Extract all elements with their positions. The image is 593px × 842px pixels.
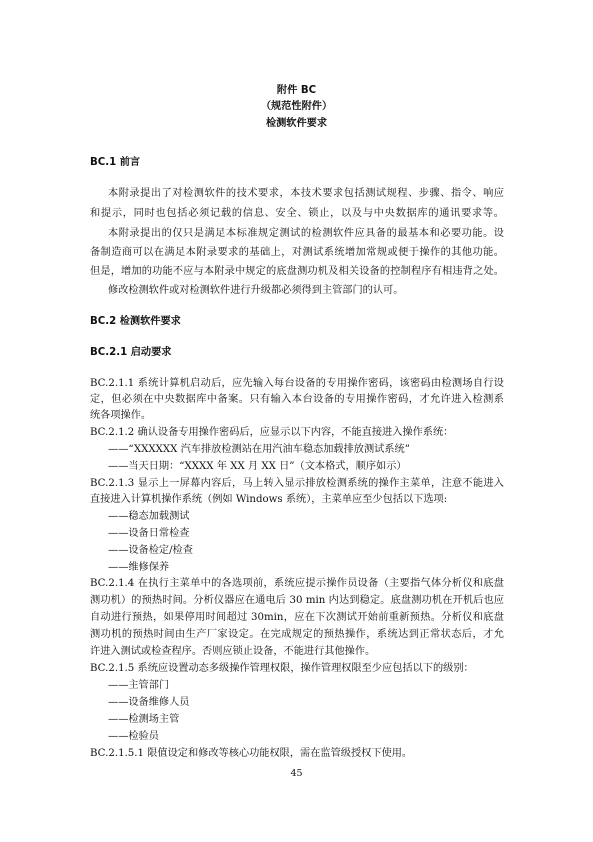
bc214-line-1: BC.2.1.4 在执行主菜单中的各选项前，系统应提示操作员设备（主要指气体分析仪和底盘: [90, 578, 504, 589]
bc1-line-3: 本附录提出的仅只是满足本标准规定测试的检测软件应具备的最基本和必要功能。设: [108, 228, 504, 239]
bc213-item-2: ——设备日常检查: [108, 528, 190, 539]
bc215-line-1: BC.2.1.5 系统应设置动态多级操作管理权限，操作管理权限至少应包括以下的级别：: [90, 663, 474, 674]
bc214-line-5: 许进入测试或检查程序。否则应锁止设备，不能进行其他操作。: [90, 646, 376, 657]
bc1-line-4: 备制造商可以在满足本附录要求的基础上，对测试系统增加常规或便于操作的其他功能。: [90, 247, 504, 258]
bc214-line-4: 测功机的预热时间由生产厂家设定。在完成规定的预热操作，系统达到正常状态后，才允: [90, 629, 504, 640]
bc213-item-3: ——设备检定/检查: [108, 545, 193, 556]
bc1-line-6: 修改检测软件或对检测软件进行升级都必须得到主管部门的认可。: [108, 285, 404, 296]
bc1-line-2: 和提示，同时也包括必须记载的信息、安全、锁止，以及与中央数据库的通讯要求等。: [90, 208, 504, 219]
bc212-line-3: ——当天日期：“XXXX 年 XX 月 XX 日”（文本格式，顺序如示）: [108, 461, 407, 472]
bc215-item-1: ——主管部门: [108, 680, 170, 691]
bc212-line-1: BC.2.1.2 确认设备专用操作密码后，应显示以下内容，不能直接进入操作系统：: [90, 427, 454, 438]
section-bc1-title: BC.1 前言: [90, 157, 141, 168]
bc213-item-1: ——稳态加载测试: [108, 511, 190, 522]
bc1-line-5: 但是，增加的功能不应与本附录中规定的底盘测功机及相关设备的控制程序有相违背之处。: [90, 266, 504, 277]
bc211-line-3: 统各项操作。: [90, 410, 152, 421]
bc214-line-3: 自动进行预热，如果停用时间超过 30min，应在下次测试开始前重新预热。分析仪和底盘: [90, 612, 504, 623]
section-bc2-title: BC.2 检测软件要求: [90, 316, 181, 327]
annex-title: 附件 BC: [276, 85, 317, 96]
bc215-item-2: ——设备维修人员: [108, 697, 190, 708]
section-bc21-title: BC.2.1 启动要求: [90, 347, 172, 358]
bc213-item-4: ——维修保养: [108, 562, 170, 573]
bc212-line-2: ——“XXXXXX 汽车排放检测站在用汽油车稳态加载排放测试系统”: [108, 444, 410, 455]
bc211-line-2: 定，但必须在中央数据库中备案。只有输入本台设备的专用操作密码，才允许进入检测系: [90, 394, 504, 405]
annex-heading: 检测软件要求: [265, 118, 328, 129]
annex-subtitle: （规范性附件）: [260, 101, 333, 112]
bc1-line-1: 本附录提出了对检测软件的技术要求，本技术要求包括测试规程、步骤、指令、响应: [108, 188, 504, 199]
bc214-line-2: 测功机）的预热时间。分析仪器应在通电后 30 min 内达到稳定。底盘测功机在开机后也应: [90, 595, 504, 606]
bc215-item-4: ——检验员: [108, 731, 159, 742]
bc215-item-3: ——检测场主管: [108, 714, 180, 725]
bc2151-line: BC.2.1.5.1 限值设定和修改等核心功能权限，需在监管级授权下使用。: [90, 748, 413, 759]
bc213-line-1: BC.2.1.3 显示上一屏幕内容后，马上转入显示排放检测系统的操作主菜单，注意不能进入: [90, 478, 504, 489]
bc213-line-2: 直接进入计算机操作系统（例如 Windows 系统），主菜单应至少包括以下选项:: [90, 494, 448, 505]
page-number: 45: [290, 768, 303, 779]
bc211-line-1: BC.2.1.1 系统计算机启动后，应先输入每台设备的专用操作密码，该密码由检测场自行设: [90, 378, 504, 389]
